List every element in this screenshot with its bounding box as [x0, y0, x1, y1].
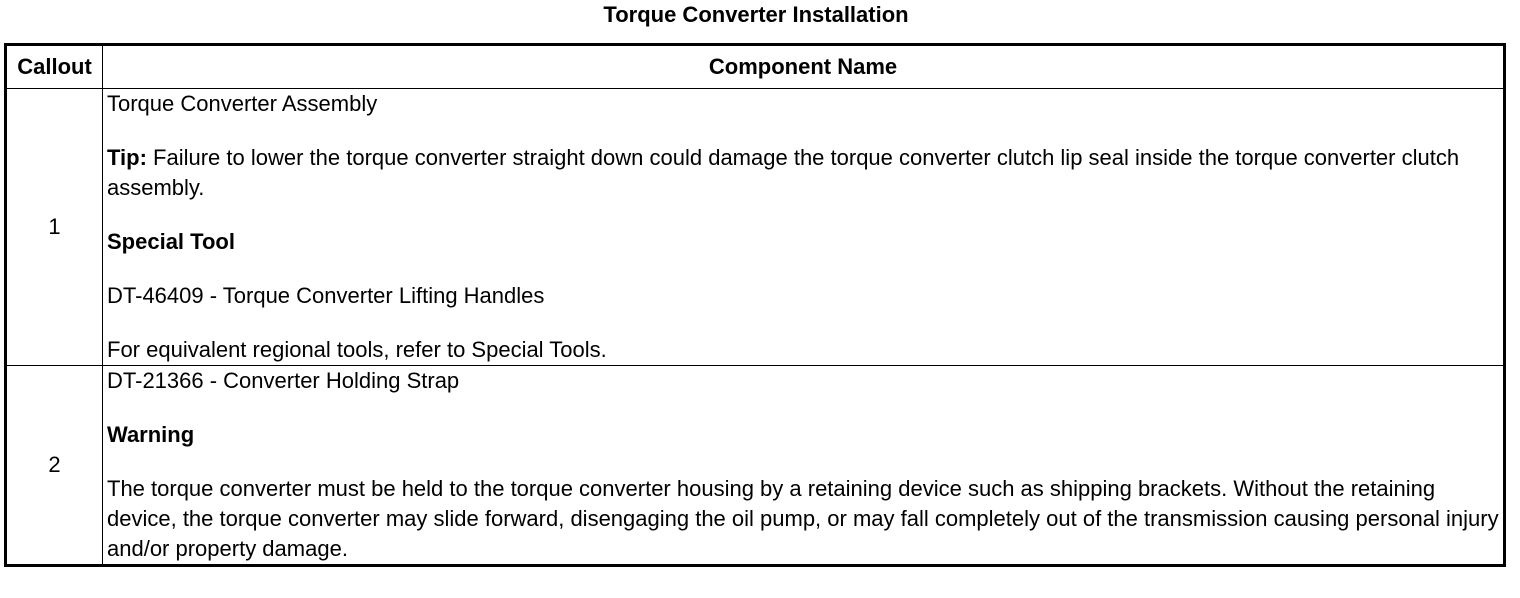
component-name: Torque Converter Assembly — [107, 91, 378, 116]
tip-text: Failure to lower the torque converter straight down could damage the torque converter clutch lip seal inside the torque converter clutch assembly. — [107, 145, 1460, 200]
regional-tools-note: For equivalent regional tools, refer to Special Tools. — [107, 337, 607, 362]
component-table — [4, 43, 1506, 567]
tip-paragraph — [107, 143, 1499, 203]
page-title: Torque Converter Installation — [603, 2, 909, 27]
component-name: DT-21366 - Converter Holding Strap — [107, 368, 460, 393]
warning-heading: Warning — [107, 422, 195, 447]
table-row — [6, 366, 1505, 566]
component-name-cell — [103, 366, 1505, 566]
table-row — [6, 89, 1505, 366]
component-name-column-header: Component Name — [103, 45, 1505, 89]
warning-text: The torque converter must be held to the torque converter housing by a retaining device such as shipping brackets. Without the retaining device, the torque converter may slide forward, disengaging the oil pump, or may fall completely out of the transmission causing personal injury and/or property damage. — [107, 476, 1499, 561]
special-tool-name: DT-46409 - Torque Converter Lifting Handles — [107, 283, 545, 308]
tip-label: Tip: — [107, 145, 147, 170]
callout-number: 2 — [6, 366, 103, 566]
callout-column-header: Callout — [6, 45, 103, 89]
special-tool-heading: Special Tool — [107, 229, 235, 254]
callout-number: 1 — [6, 89, 103, 366]
table-header-row — [6, 45, 1505, 89]
component-name-cell — [103, 89, 1505, 366]
